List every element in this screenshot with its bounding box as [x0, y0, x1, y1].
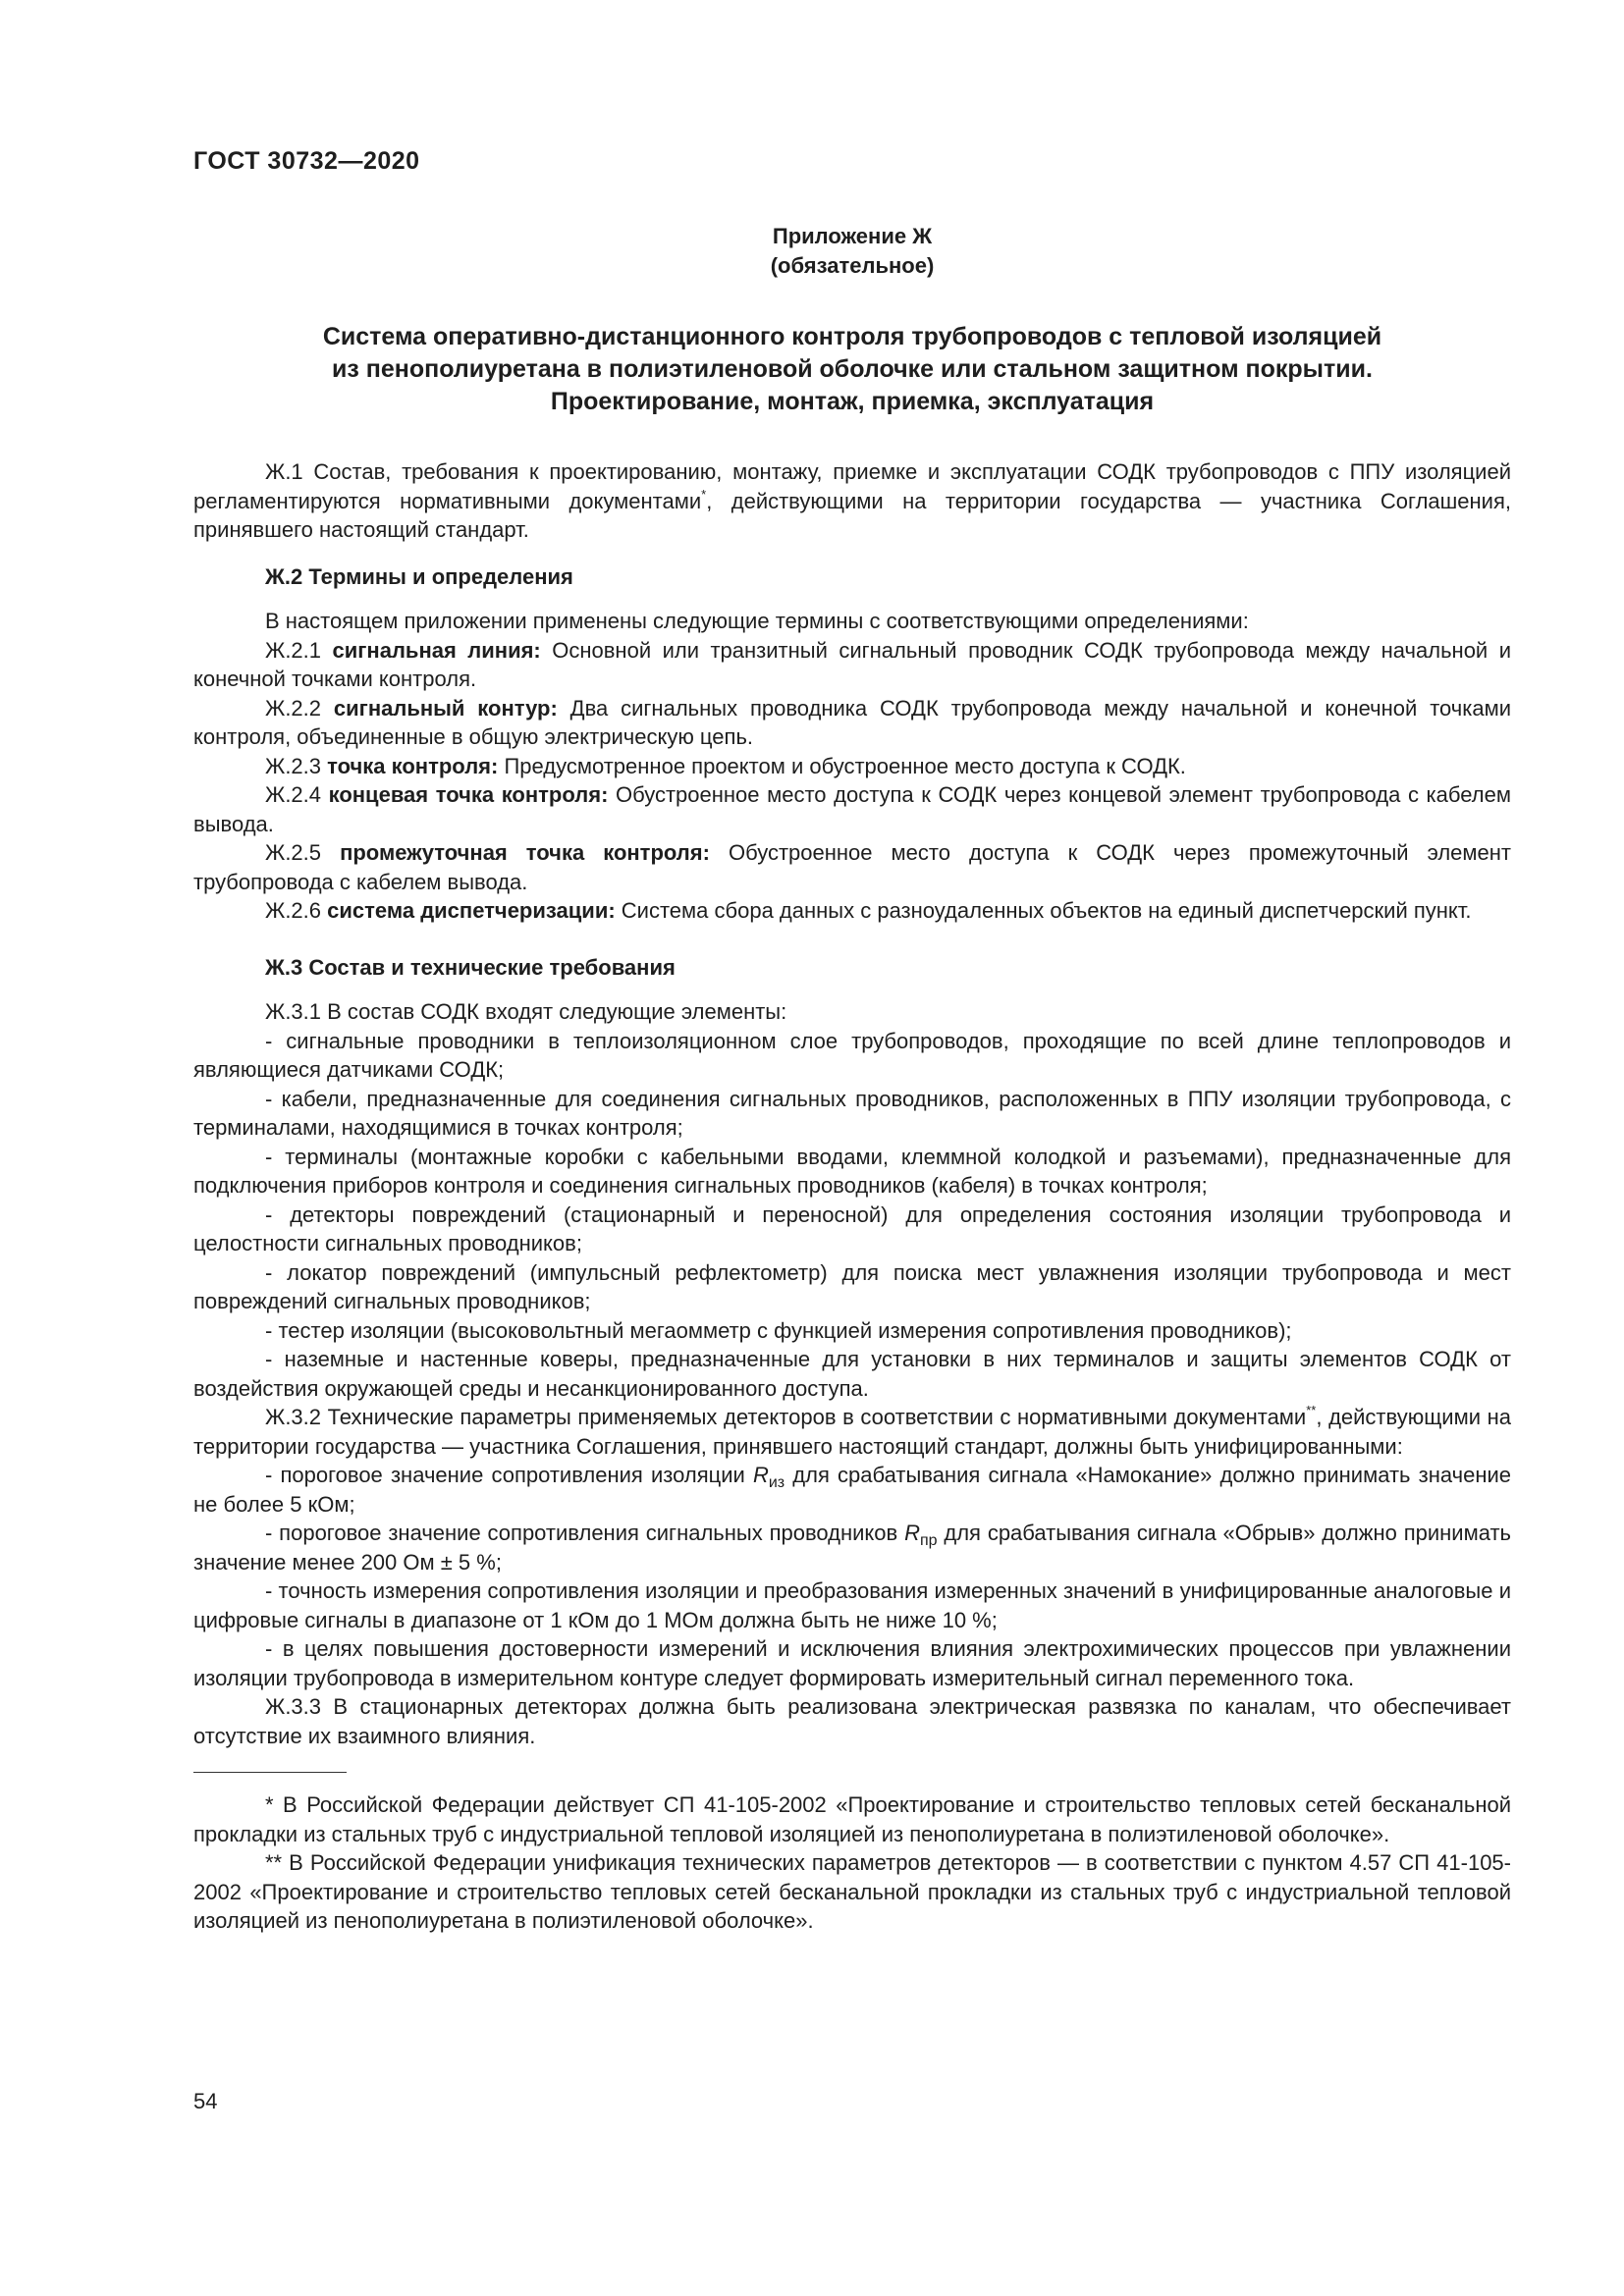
term-number: Ж.2.5 — [265, 840, 322, 865]
footnote-ref: * — [701, 486, 707, 502]
param-text-cont: для срабатывания сигнала «Обрыв» должно принимать значение менее 200 Ом ± 5 %; — [193, 1521, 1511, 1575]
annex-title-line: Система оперативно-дистанционного контроля трубопроводов с тепловой изоляцией — [322, 323, 1382, 350]
term-item — [193, 752, 1511, 781]
term-number: Ж.2.6 — [265, 898, 322, 923]
footnote-divider — [193, 1772, 347, 1773]
param-subscript: из — [768, 1474, 785, 1491]
term-name: сигнальный контур: — [333, 695, 558, 721]
footnotes — [193, 1790, 1511, 1936]
annex-label: Приложение Ж — [772, 224, 933, 248]
footnote: * В Российской Федерации действует СП 41-105-2002 «Проектирование и строительство тепловых сетей бесканальной прокладки из стальных труб с индустриальной тепловой изоляцией из пенополиуретана в полиэтиленовой оболочке». — [193, 1792, 1511, 1846]
term-item — [193, 896, 1511, 926]
term-item — [193, 838, 1511, 896]
detector-params-lead — [193, 1403, 1511, 1461]
term-number: Ж.2.2 — [265, 695, 322, 721]
detector-params-text: Ж.3.2 Технические параметры применяемых детекторов в соответствии с нормативными документами — [265, 1405, 1307, 1429]
param-item: - точность измерения сопротивления изоляции и преобразования измеренных значений в унифицированные аналоговые и цифровые сигналы в диапазоне от 1 кОм до 1 МОм должна быть не ниже 10 %; — [193, 1578, 1511, 1632]
annex-title — [193, 321, 1511, 418]
annex-label-block — [193, 222, 1511, 280]
param-item — [193, 1461, 1511, 1519]
param-symbol: R — [752, 1463, 769, 1487]
standard-code-header: ГОСТ 30732—2020 — [193, 147, 420, 175]
param-text-cont: для срабатывания сигнала «Намокание» должно принимать значение не более 5 кОм; — [193, 1463, 1512, 1517]
term-definition: Два сигнальных проводника СОДК трубопровода между начальной и конечной точками контроля, объединенные в общую электрическую цепь. — [193, 695, 1511, 749]
composition-item: - локатор повреждений (импульсный рефлектометр) для поиска мест увлажнения изоляции трубопровода и мест повреждений сигнальных проводников; — [193, 1259, 1511, 1313]
section-heading-terms: Ж.2 Термины и определения — [265, 563, 573, 589]
composition-item: - сигнальные проводники в теплоизоляционном слое трубопроводов, проходящие по всей длине теплопроводов и являющиеся датчиками СОДК; — [193, 1028, 1511, 1082]
annex-status: (обязательное) — [770, 252, 935, 278]
param-symbol: R — [904, 1521, 920, 1545]
section-heading-composition: Ж.3 Состав и технические требования — [265, 954, 676, 980]
annex-title-line: Проектирование, монтаж, приемка, эксплуатация — [550, 388, 1155, 415]
footnote-ref: ** — [1306, 1403, 1317, 1417]
footnote: ** В Российской Федерации унификация технических параметров детекторов — в соответствии с пунктом 4.57 СП 41-105-2002 «Проектирование и строительство тепловых сетей бесканальной прокладки из стальных труб с индустриальной тепловой изоляцией из пенополиуретана в полиэтиленовой оболочке». — [193, 1850, 1511, 1933]
term-name: концевая точка контроля: — [328, 782, 609, 807]
isolation-paragraph: Ж.3.3 В стационарных детекторах должна быть реализована электрическая развязка по каналам, что обеспечивает отсутствие их взаимного влияния. — [193, 1694, 1511, 1748]
intro-paragraph — [193, 457, 1511, 545]
composition-item: - детекторы повреждений (стационарный и переносной) для определения состояния изоляции трубопровода и целостности сигнальных проводников; — [193, 1201, 1511, 1255]
composition-item: - терминалы (монтажные коробки с кабельными вводами, клеммной колодкой и разъемами), предназначенные для подключения приборов контроля и соединения сигнальных проводников (кабеля) в точках контроля; — [193, 1144, 1511, 1198]
composition-lead: Ж.3.1 В состав СОДК входят следующие элементы: — [265, 999, 787, 1024]
term-number: Ж.2.4 — [265, 782, 322, 807]
term-definition: Обустроенное место доступа к СОДК через промежуточный элемент трубопровода с кабелем вывода. — [193, 840, 1512, 894]
terms-lead: В настоящем приложении применены следующие термины с соответствующими определениями: — [265, 609, 1249, 633]
param-text: - пороговое значение сопротивления изоляции — [265, 1463, 753, 1487]
annex-title-line: из пенополиуретана в полиэтиленовой оболочке или стальном защитном покрытии. — [332, 355, 1373, 383]
term-name: сигнальная линия: — [332, 637, 541, 663]
composition-item: - наземные и настенные коверы, предназначенные для установки в них терминалов и защиты элементов СОДК от воздействия окружающей среды и несанкционированного доступа. — [193, 1347, 1511, 1401]
page-content — [193, 222, 1511, 1936]
page-number: 54 — [193, 2089, 218, 2113]
intro-text-cont: , действующими на территории государства — участника Соглашения, принявшего настоящий стандарт. — [193, 488, 1511, 542]
param-subscript: пр — [919, 1532, 938, 1549]
intro-text: Ж.1 Состав, требования к проектированию, монтажу, приемке и эксплуатации СОДК трубопроводов с ППУ изоляцией регламентируются нормативными документами — [193, 459, 1511, 513]
composition-item: - тестер изоляции (высоковольтный мегаомметр с функцией измерения сопротивления проводников); — [265, 1317, 1292, 1343]
term-number: Ж.2.3 — [265, 753, 322, 778]
param-item — [193, 1519, 1511, 1576]
term-definition: Обустроенное место доступа к СОДК через концевой элемент трубопровода с кабелем вывода. — [193, 782, 1511, 836]
param-item: - в целях повышения достоверности измерений и исключения влияния электрохимических процессов при увлажнении изоляции трубопровода в измерительном контуре следует формировать измерительный сигнал переменного тока. — [193, 1636, 1511, 1690]
term-name: точка контроля: — [327, 753, 499, 778]
term-definition: Основной или транзитный сигнальный проводник СОДК трубопровода между начальной и конечной точками контроля. — [193, 637, 1511, 691]
term-name: промежуточная точка контроля: — [340, 840, 710, 865]
param-text: - пороговое значение сопротивления сигнальных проводников — [265, 1521, 905, 1545]
term-definition: Предусмотренное проектом и обустроенное место доступа к СОДК. — [504, 753, 1186, 778]
term-name: система диспетчеризации: — [327, 898, 616, 923]
term-number: Ж.2.1 — [265, 637, 322, 663]
term-item — [193, 694, 1511, 752]
term-item — [193, 780, 1511, 838]
term-definition: Система сбора данных с разноудаленных объектов на единый диспетчерский пункт. — [621, 898, 1472, 923]
composition-item: - кабели, предназначенные для соединения сигнальных проводников, расположенных в ППУ изоляции трубопровода, с терминалами, находящимися в точках контроля; — [193, 1086, 1511, 1140]
detector-params-text-cont: , действующими на территории государства — участника Соглашения, принявшего настоящий стандарт, должны быть унифицированными: — [193, 1405, 1511, 1459]
term-item — [193, 636, 1511, 694]
